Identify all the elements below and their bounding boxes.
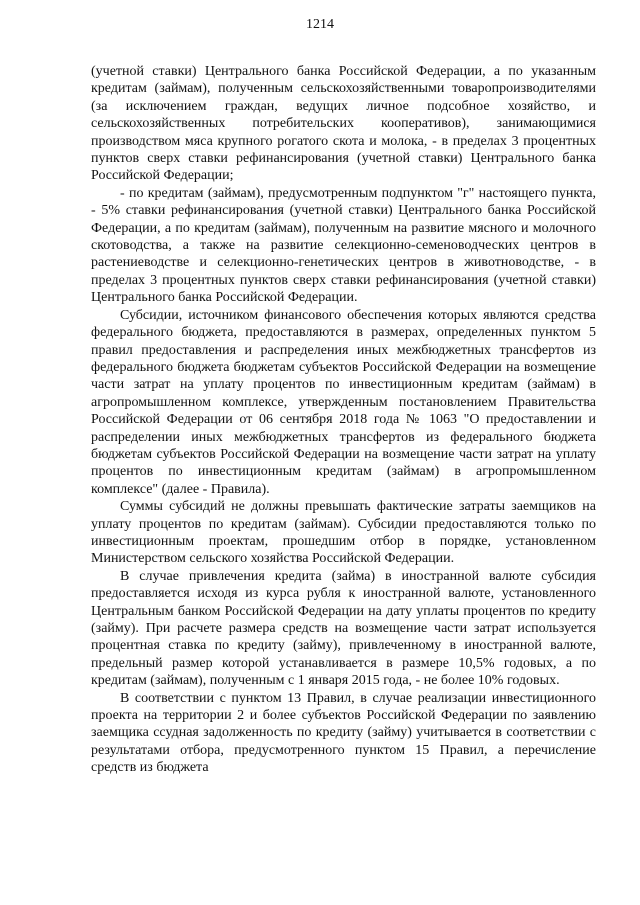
paragraph: (учетной ставки) Центрального банка Российской Федерации, а по указанным кредитам (займам), полученным сельскохозяйственными товаропроизводителями (за исключением граждан, ведущих личное подсобное хозяйство, и сельскохозяйственных потребительских кооперативов), занимающимися производством мяса крупного рогатого скота и молока, - в пределах 3 процентных пунктов сверх ставки рефинансирования (учетной ставки) Центрального банка Российской Федерации; (91, 64, 596, 184)
paragraph: В случае привлечения кредита (займа) в иностранной валюте субсидия предоставляется исходя из курса рубля к иностранной валюте, установленного Центральным банком Российской Федерации на дату уплаты процентов по кредиту (займу). При расчете размера средств на возмещение части затрат используется процентная ставка по кредиту (займу), привлеченному в иностранной валюте, предельный размер которой устанавливается в размере 10,5% годовых, а по кредитам (займам), полученным с 1 января 2015 года, - не более 10% годовых. (91, 568, 596, 689)
paragraph: - по кредитам (займам), предусмотренным подпунктом "г" настоящего пункта, - 5% ставки рефинансирования (учетной ставки) Центрального банка Российской Федерации, а по кредитам (займам), полученным на развитие мясного и молочного скотоводства, а также на развитие селекционно-семеноводческих центров в растениеводстве и селекционно-генетических центров в животноводстве, - в пределах 3 процентных пунктов сверх ставки рефинансирования (учетной ставки) Центрального банка Российской Федерации. (91, 185, 596, 306)
page-number: 1214 (306, 17, 334, 32)
paragraph: Суммы субсидий не должны превышать фактические затраты заемщиков на уплату процентов по кредитам (займам). Субсидии предоставляются только по инвестиционным проектам, прошедшим отбор в порядке, установленном Министерством сельского хозяйства Российской Федерации. (91, 499, 596, 567)
paragraph: В соответствии с пунктом 13 Правил, в случае реализации инвестиционного проекта на территории 2 и более субъектов Российской Федерации по заявлению заемщика ссудная задолженность по кредиту (займу) учитывается в соответствии с результатами отбора, предусмотренного пунктом 15 Правил, а перечисление средств из бюджета (91, 690, 596, 776)
document-body (91, 63, 596, 777)
paragraph: Субсидии, источником финансового обеспечения которых являются средства федерального бюджета, предоставляются в размерах, определенных пунктом 5 правил предоставления и распределения иных межбюджетных трансфертов из федерального бюджета бюджетам субъектов Российской Федерации на возмещение части затрат на уплату процентов по инвестиционным кредитам (займам) в агропромышленном комплексе, утвержденным постановлением Правительства Российской Федерации от 06 сентября 2018 года № 1063 "О предоставлении и распределении иных межбюджетных трансфертов из федерального бюджета бюджетам субъектов Российской Федерации на возмещение части затрат на уплату процентов по инвестиционным кредитам (займам) в агропромышленном комплексе" (далее - Правила). (91, 307, 596, 497)
